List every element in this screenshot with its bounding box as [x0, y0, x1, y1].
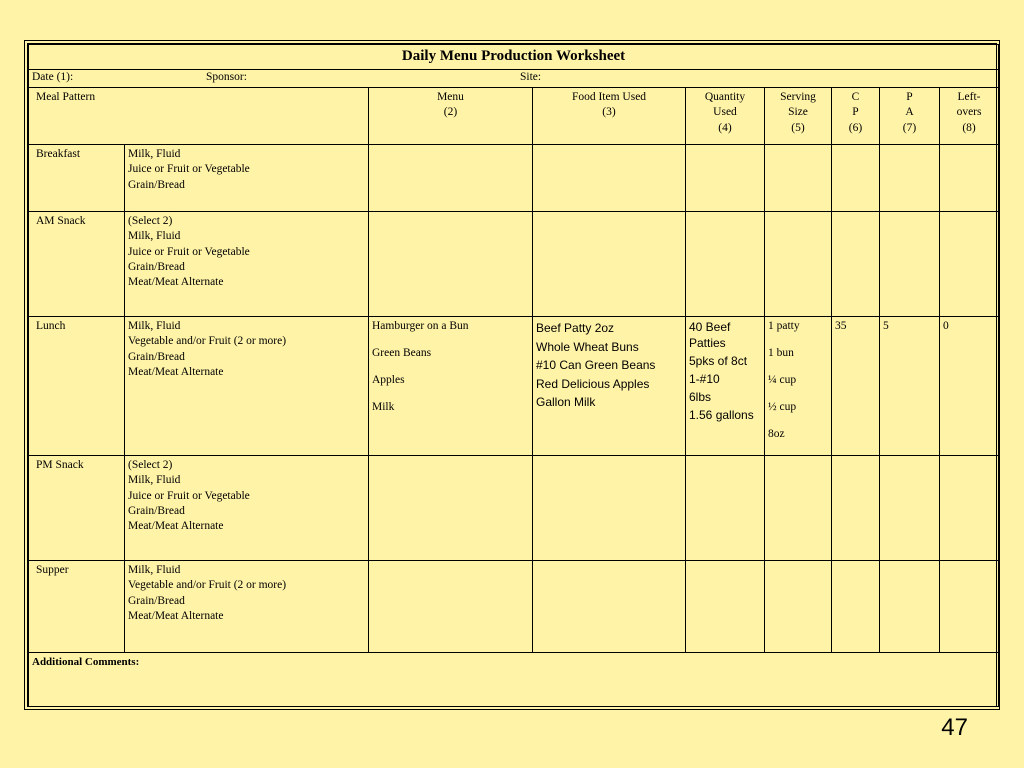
header-leftovers: Left- overs (8): [940, 88, 999, 145]
quantity-item: 1-#10: [689, 372, 720, 386]
meal-label-lunch: Lunch: [29, 317, 125, 456]
meal-label-am-snack: AM Snack: [29, 212, 125, 317]
pa-cell-am-snack[interactable]: [880, 212, 940, 317]
food-item-cell-breakfast[interactable]: [533, 145, 686, 212]
pa-cell-lunch[interactable]: [880, 317, 940, 456]
leftovers-cell-am-snack[interactable]: [940, 212, 999, 317]
pa-cell-pm-snack[interactable]: [880, 456, 940, 561]
leftovers-cell-supper[interactable]: [940, 561, 999, 653]
table-row-supper: [29, 561, 999, 653]
comments-label: Additional Comments:: [32, 656, 140, 668]
cp-cell-pm-snack[interactable]: [832, 456, 880, 561]
header-menu: Menu (2): [369, 88, 533, 145]
comments-row: [29, 653, 999, 707]
menu-item: Milk: [372, 401, 395, 413]
meal-pattern-breakfast: Milk, Fluid Juice or Fruit or Vegetable Grain/Bread: [125, 145, 369, 212]
quantity-item: 40 Beef Patties: [689, 320, 731, 350]
serving-item: 1 bun: [768, 347, 794, 359]
meal-label-supper: Supper: [29, 561, 125, 653]
leftovers-cell-breakfast[interactable]: [940, 145, 999, 212]
serving-item: ¼ cup: [768, 374, 797, 386]
food-item: Beef Patty 2oz: [536, 321, 615, 335]
header-pa: P A (7): [880, 88, 940, 145]
leftovers-cell-pm-snack[interactable]: [940, 456, 999, 561]
quantity-cell-am-snack[interactable]: [686, 212, 765, 317]
header-meal-pattern: Meal Pattern: [29, 88, 369, 145]
cp-cell-lunch[interactable]: [832, 317, 880, 456]
serving-item: 8oz: [768, 428, 785, 440]
food-item: #10 Can Green Beans: [536, 358, 656, 372]
menu-cell-am-snack[interactable]: [369, 212, 533, 317]
serving-cell-supper[interactable]: [765, 561, 832, 653]
table-row-pm-snack: [29, 456, 999, 561]
worksheet-title: Daily Menu Production Worksheet: [29, 45, 999, 70]
quantity-cell-pm-snack[interactable]: [686, 456, 765, 561]
serving-cell-lunch[interactable]: [765, 317, 832, 456]
serving-cell-breakfast[interactable]: [765, 145, 832, 212]
serving-cell-am-snack[interactable]: [765, 212, 832, 317]
table-row-breakfast: [29, 145, 999, 212]
quantity-item: 6lbs: [689, 390, 712, 404]
menu-cell-pm-snack[interactable]: [369, 456, 533, 561]
menu-cell-lunch[interactable]: [369, 317, 533, 456]
leftovers-value: 0: [943, 320, 949, 332]
worksheet-inner-frame: [27, 43, 997, 707]
serving-item: 1 patty: [768, 320, 800, 332]
header-food-item-used: Food Item Used (3): [533, 88, 686, 145]
menu-item: Apples: [372, 374, 405, 386]
header-cp: C P (6): [832, 88, 880, 145]
worksheet-table: [28, 44, 999, 707]
meal-pattern-am-snack: (Select 2) Milk, Fluid Juice or Fruit or Vegetable Grain/Bread Meat/Meat Alternate: [125, 212, 369, 317]
worksheet-frame: [24, 40, 1000, 710]
menu-item: Hamburger on a Bun: [372, 320, 469, 332]
serving-cell-pm-snack[interactable]: [765, 456, 832, 561]
pa-cell-supper[interactable]: [880, 561, 940, 653]
info-row: [29, 70, 999, 88]
cp-value: 35: [835, 320, 847, 332]
quantity-cell-breakfast[interactable]: [686, 145, 765, 212]
meal-label-breakfast: Breakfast: [29, 145, 125, 212]
cp-cell-supper[interactable]: [832, 561, 880, 653]
quantity-cell-supper[interactable]: [686, 561, 765, 653]
comments-cell[interactable]: [29, 653, 999, 707]
sponsor-label: Sponsor:: [206, 71, 247, 83]
leftovers-cell-lunch[interactable]: [940, 317, 999, 456]
meal-pattern-lunch: Milk, Fluid Vegetable and/or Fruit (2 or more) Grain/Bread Meat/Meat Alternate: [125, 317, 369, 456]
food-item-cell-pm-snack[interactable]: [533, 456, 686, 561]
menu-cell-breakfast[interactable]: [369, 145, 533, 212]
menu-item: Green Beans: [372, 347, 432, 359]
pa-value: 5: [883, 320, 889, 332]
date-label: Date (1):: [32, 71, 74, 83]
food-item-cell-lunch[interactable]: [533, 317, 686, 456]
site-label: Site:: [520, 71, 542, 83]
food-item-cell-supper[interactable]: [533, 561, 686, 653]
serving-item: ½ cup: [768, 401, 797, 413]
food-item: Red Delicious Apples: [536, 376, 650, 391]
quantity-cell-lunch[interactable]: [686, 317, 765, 456]
cp-cell-breakfast[interactable]: [832, 145, 880, 212]
header-serving-size: Serving Size (5): [765, 88, 832, 145]
menu-cell-supper[interactable]: [369, 561, 533, 653]
header-quantity-used: Quantity Used (4): [686, 88, 765, 145]
food-item: Whole Wheat Buns: [536, 339, 639, 354]
food-item: Gallon Milk: [536, 395, 596, 409]
page-number: 47: [941, 714, 968, 741]
cp-cell-am-snack[interactable]: [832, 212, 880, 317]
food-item-cell-am-snack[interactable]: [533, 212, 686, 317]
table-row-lunch: [29, 317, 999, 456]
quantity-item: 1.56 gallons: [689, 408, 754, 422]
pa-cell-breakfast[interactable]: [880, 145, 940, 212]
table-row-am-snack: [29, 212, 999, 317]
meal-pattern-supper: Milk, Fluid Vegetable and/or Fruit (2 or more) Grain/Bread Meat/Meat Alternate: [125, 561, 369, 653]
meal-pattern-pm-snack: (Select 2) Milk, Fluid Juice or Fruit or Vegetable Grain/Bread Meat/Meat Alternate: [125, 456, 369, 561]
meal-label-pm-snack: PM Snack: [29, 456, 125, 561]
quantity-item: 5pks of 8ct: [689, 354, 748, 368]
